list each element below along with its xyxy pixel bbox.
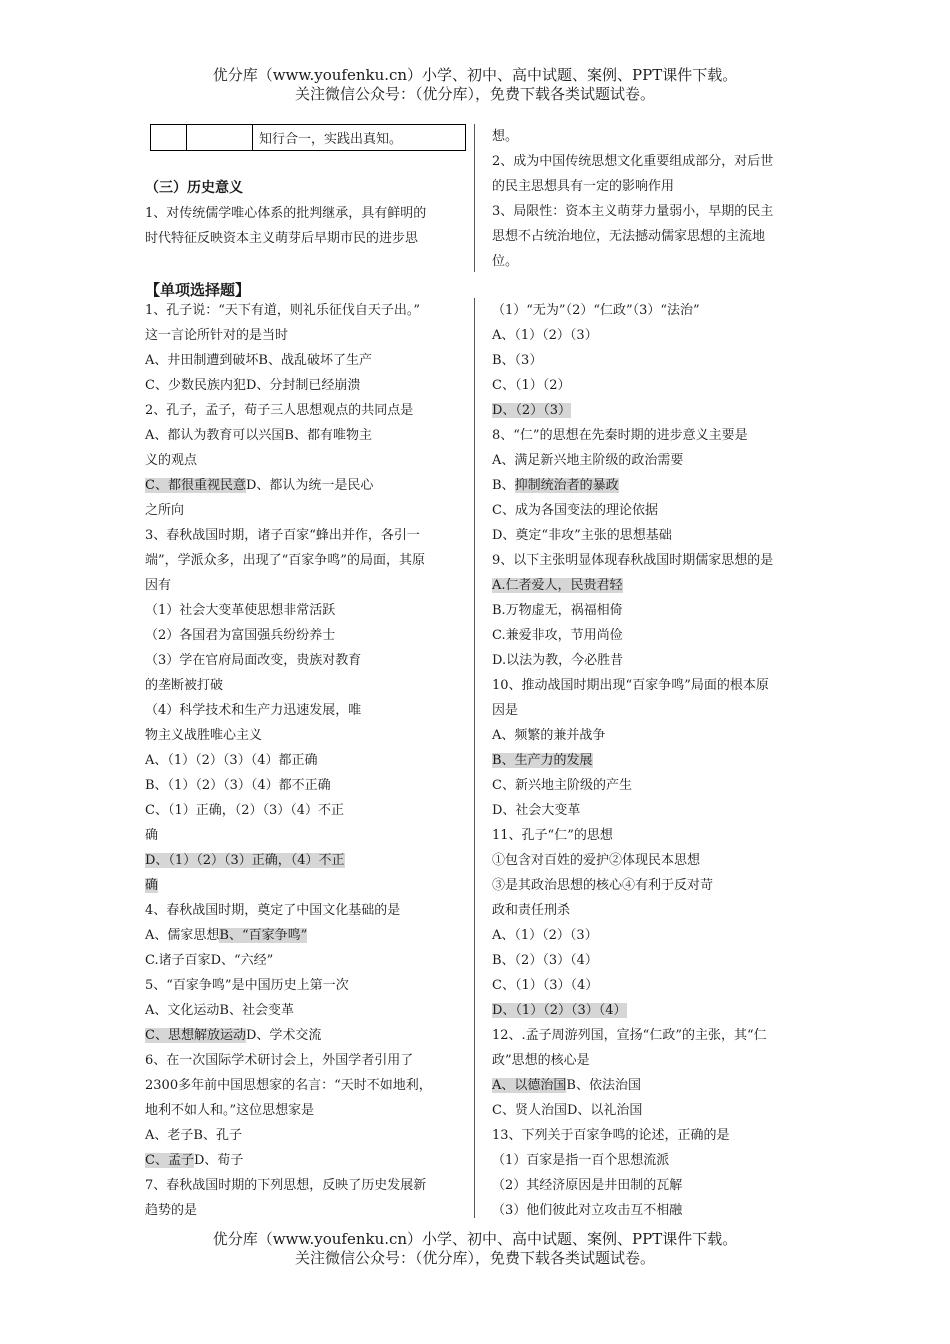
text-line bbox=[492, 298, 817, 323]
text-line bbox=[492, 848, 817, 873]
text-line bbox=[145, 698, 470, 723]
text-line: 1、对传统儒学唯心体系的批判继承，具有鲜明的 bbox=[145, 206, 427, 221]
text-segment: A、老子B、孔子 bbox=[145, 1128, 242, 1143]
left-column bbox=[145, 298, 470, 1223]
text-segment: 5、“百家争鸣”是中国历史上第一次 bbox=[145, 978, 349, 993]
text-segment: 确 bbox=[145, 828, 159, 843]
text-segment: C、成为各国变法的理论依据 bbox=[492, 503, 658, 518]
text-line bbox=[492, 1123, 817, 1148]
text-segment: C.诸子百家D、“六经” bbox=[145, 953, 274, 968]
text-line bbox=[145, 648, 470, 673]
text-line bbox=[145, 673, 470, 698]
text-line bbox=[145, 923, 470, 948]
text-line bbox=[492, 1148, 817, 1173]
text-line bbox=[145, 573, 470, 598]
text-segment: D、社会大变革 bbox=[492, 803, 581, 818]
text-line bbox=[492, 448, 817, 473]
text-segment: A、儒家思想 bbox=[145, 928, 220, 943]
text-line bbox=[492, 698, 817, 723]
text-segment: C、（1）（2） bbox=[492, 378, 571, 393]
text-line bbox=[492, 873, 817, 898]
page-footer bbox=[0, 1230, 950, 1268]
text-line bbox=[492, 498, 817, 523]
text-line bbox=[492, 423, 817, 448]
text-segment: 1、孔子说：“天下有道，则礼乐征伐自天子出。” bbox=[145, 303, 421, 318]
text-segment: B、生产力的发展 bbox=[492, 753, 593, 768]
right-column bbox=[492, 298, 817, 1223]
text-line bbox=[492, 573, 817, 598]
column-divider-main bbox=[474, 298, 475, 1218]
column-divider-top bbox=[474, 124, 475, 272]
text-segment: C、新兴地主阶级的产生 bbox=[492, 778, 632, 793]
text-segment: 3、春秋战国时期，诸子百家“蜂出并作，各引一 bbox=[145, 528, 420, 543]
text-line bbox=[145, 973, 470, 998]
text-line: 想。 bbox=[492, 129, 519, 144]
text-segment: 10、推动战国时期出现“百家争鸣”局面的根本原 bbox=[492, 678, 769, 693]
text-segment: C、（1）正确，（2）（3）（4）不正 bbox=[145, 803, 345, 818]
text-segment: 2、孔子，孟子，荀子三人思想观点的共同点是 bbox=[145, 403, 414, 418]
text-segment: 因有 bbox=[145, 578, 172, 593]
text-line bbox=[492, 798, 817, 823]
text-line bbox=[492, 348, 817, 373]
text-segment: B、（1）（2）（3）（4）都不正确 bbox=[145, 778, 331, 793]
text-line: 位。 bbox=[492, 254, 519, 269]
text-line bbox=[492, 823, 817, 848]
text-line: 时代特征反映资本主义萌芽后早期市民的进步思 bbox=[145, 231, 419, 246]
text-line bbox=[492, 323, 817, 348]
text-line bbox=[145, 548, 470, 573]
footer-line-1: 优分库（www.youfenku.cn）小学、初中、高中试题、案例、PPT课件下载。 bbox=[212, 1230, 738, 1248]
text-segment: 6、在一次国际学术研讨会上，外国学者引用了 bbox=[145, 1053, 414, 1068]
text-segment: C、孟子 bbox=[145, 1153, 194, 1168]
text-line: 思想不占统治地位，无法撼动儒家思想的主流地 bbox=[492, 229, 766, 244]
text-segment: 抑制统治者的暴政 bbox=[514, 478, 619, 493]
text-line bbox=[145, 1048, 470, 1073]
text-line bbox=[145, 1173, 470, 1198]
text-line bbox=[492, 1198, 817, 1223]
history-right bbox=[492, 124, 812, 274]
text-segment: A、以德治国 bbox=[492, 1078, 567, 1093]
text-segment: A、频繁的兼并战争 bbox=[492, 728, 606, 743]
text-segment: D.以法为教，今必胜昔 bbox=[492, 653, 624, 668]
text-line bbox=[145, 1098, 470, 1123]
text-segment: 2300多年前中国思想家的名言：“天时不如地利， bbox=[145, 1078, 432, 1093]
text-line bbox=[492, 998, 817, 1023]
text-line: 的民主思想具有一定的影响作用 bbox=[492, 179, 675, 194]
text-line bbox=[492, 723, 817, 748]
text-segment: （2）其经济原因是井田制的瓦解 bbox=[492, 1178, 683, 1193]
text-line bbox=[492, 948, 817, 973]
text-segment: ①包含对百姓的爱护②体现民本思想 bbox=[492, 853, 701, 868]
text-segment: 确 bbox=[145, 878, 159, 893]
text-line bbox=[145, 473, 470, 498]
text-line bbox=[145, 998, 470, 1023]
text-segment: 13、下列关于百家争鸣的论述，正确的是 bbox=[492, 1128, 730, 1143]
text-segment: A、（1）（2）（3）（4）都正确 bbox=[145, 753, 318, 768]
text-segment: A、满足新兴地主阶级的政治需要 bbox=[492, 453, 684, 468]
text-segment: A.仁者爱人，民贵君轻 bbox=[492, 578, 623, 593]
text-segment: 地利不如人和。”这位思想家是 bbox=[145, 1103, 315, 1118]
text-line bbox=[492, 648, 817, 673]
text-segment: （4）科学技术和生产力迅速发展，唯 bbox=[145, 703, 362, 718]
text-segment: D、（1）（2）（3）正确，（4）不正 bbox=[145, 853, 345, 868]
text-segment: 因是 bbox=[492, 703, 519, 718]
text-line bbox=[145, 773, 470, 798]
text-segment: C.兼爱非攻，节用尚俭 bbox=[492, 628, 623, 643]
text-segment: A、文化运动B、社会变革 bbox=[145, 1003, 294, 1018]
text-line bbox=[145, 898, 470, 923]
text-segment: 8、“仁”的思想在先秦时期的进步意义主要是 bbox=[492, 428, 748, 443]
text-line bbox=[492, 748, 817, 773]
text-segment: D、荀子 bbox=[193, 1153, 244, 1168]
header-line-2: 关注微信公众号：（优分库），免费下载各类试题试卷。 bbox=[294, 85, 655, 103]
text-segment: B、“百家争鸣” bbox=[219, 928, 308, 943]
text-line bbox=[145, 623, 470, 648]
text-line bbox=[492, 1023, 817, 1048]
text-segment: 趋势的是 bbox=[145, 1203, 198, 1218]
text-line bbox=[145, 1073, 470, 1098]
text-line bbox=[145, 398, 470, 423]
text-segment: （1）“无为”（2）“仁政”（3）“法治” bbox=[492, 303, 700, 318]
text-line bbox=[145, 423, 470, 448]
text-segment: 政”思想的核心是 bbox=[492, 1053, 590, 1068]
text-segment: B.万物虚无，祸福相倚 bbox=[492, 603, 623, 618]
text-line bbox=[145, 1148, 470, 1173]
text-line bbox=[145, 1123, 470, 1148]
header-line-1: 优分库（www.youfenku.cn）小学、初中、高中试题、案例、PPT课件下载。 bbox=[212, 66, 738, 84]
text-line bbox=[492, 773, 817, 798]
text-segment: ③是其政治思想的核心④有利于反对苛 bbox=[492, 878, 714, 893]
text-line: 2、成为中国传统思想文化重要组成部分，对后世 bbox=[492, 154, 774, 169]
text-line bbox=[145, 348, 470, 373]
text-segment: 端”，学派众多，出现了“百家争鸣”的局面，其原 bbox=[145, 553, 425, 568]
text-line bbox=[492, 1173, 817, 1198]
text-segment: B、依法治国 bbox=[566, 1078, 641, 1093]
text-line bbox=[492, 1073, 817, 1098]
text-segment: 义的观点 bbox=[145, 453, 198, 468]
text-segment: 物主义战胜唯心主义 bbox=[145, 728, 263, 743]
text-segment: A、（1）（2）（3） bbox=[492, 928, 598, 943]
table-cell bbox=[151, 125, 187, 151]
text-segment: （3）学在官府局面改变，贵族对教育 bbox=[145, 653, 362, 668]
text-line bbox=[145, 848, 470, 873]
text-line bbox=[145, 823, 470, 848]
text-segment: 11、孔子“仁”的思想 bbox=[492, 828, 613, 843]
page-header bbox=[0, 66, 950, 104]
text-line bbox=[492, 373, 817, 398]
top-table bbox=[150, 124, 466, 151]
footer-line-2: 关注微信公众号：（优分库），免费下载各类试题试卷。 bbox=[294, 1249, 655, 1267]
text-line bbox=[145, 498, 470, 523]
text-line bbox=[492, 1048, 817, 1073]
text-line bbox=[145, 748, 470, 773]
text-segment: 这一言论所针对的是当时 bbox=[145, 328, 289, 343]
text-segment: B、 bbox=[492, 478, 515, 493]
text-line bbox=[492, 523, 817, 548]
text-segment: （1）百家是指一百个思想流派 bbox=[492, 1153, 670, 1168]
text-segment: A、（1）（2）（3） bbox=[492, 328, 598, 343]
text-line bbox=[492, 398, 817, 423]
text-segment: C、少数民族内犯D、分封制已经崩溃 bbox=[145, 378, 361, 393]
text-segment: B、（2）（3）（4） bbox=[492, 953, 598, 968]
text-line bbox=[145, 723, 470, 748]
text-segment: D、（2）（3） bbox=[492, 403, 571, 418]
text-segment: D、都认为统一是民心 bbox=[245, 478, 374, 493]
text-segment: （1）社会大变革使思想非常活跃 bbox=[145, 603, 336, 618]
history-left bbox=[145, 176, 465, 251]
text-line bbox=[492, 973, 817, 998]
text-line bbox=[492, 923, 817, 948]
text-segment: 之所向 bbox=[145, 503, 185, 518]
text-line bbox=[145, 873, 470, 898]
text-line bbox=[145, 298, 470, 323]
text-line: 3、局限性：资本主义萌芽力量弱小，早期的民主 bbox=[492, 204, 774, 219]
table-cell bbox=[187, 125, 253, 151]
text-segment: 7、春秋战国时期的下列思想，反映了历史发展新 bbox=[145, 1178, 427, 1193]
text-line bbox=[145, 523, 470, 548]
text-line bbox=[145, 598, 470, 623]
text-line bbox=[145, 1023, 470, 1048]
section-title: 【单项选择题】 bbox=[145, 281, 251, 299]
text-line bbox=[145, 448, 470, 473]
text-segment: A、都认为教育可以兴国B、都有唯物主 bbox=[145, 428, 372, 443]
text-segment: D、奠定“非攻”主张的思想基础 bbox=[492, 528, 672, 543]
text-segment: 的垄断被打破 bbox=[145, 678, 224, 693]
text-segment: 4、春秋战国时期，奠定了中国文化基础的是 bbox=[145, 903, 401, 918]
text-line bbox=[492, 473, 817, 498]
text-segment: A、井田制遭到破坏B、战乱破坏了生产 bbox=[145, 353, 372, 368]
text-segment: （2）各国君为富国强兵纷纷养士 bbox=[145, 628, 336, 643]
text-segment: 9、以下主张明显体现春秋战国时期儒家思想的是 bbox=[492, 553, 774, 568]
text-line bbox=[492, 623, 817, 648]
text-line bbox=[145, 798, 470, 823]
text-line bbox=[145, 1198, 470, 1223]
text-segment: C、思想解放运动 bbox=[145, 1028, 246, 1043]
text-line bbox=[145, 323, 470, 348]
text-line bbox=[145, 948, 470, 973]
text-line bbox=[492, 598, 817, 623]
text-segment: D、（1）（2）（3）（4） bbox=[492, 1003, 627, 1018]
text-segment: C、贤人治国D、以礼治国 bbox=[492, 1103, 643, 1118]
history-heading: （三）历史意义 bbox=[145, 180, 243, 196]
text-line bbox=[492, 673, 817, 698]
text-line bbox=[145, 373, 470, 398]
text-segment: B、（3） bbox=[492, 353, 543, 368]
text-segment: 政和责任刑杀 bbox=[492, 903, 571, 918]
text-segment: 12、.孟子周游列国，宣扬“仁政”的主张，其“仁 bbox=[492, 1028, 767, 1043]
text-segment: D、学术交流 bbox=[245, 1028, 322, 1043]
text-line bbox=[492, 548, 817, 573]
text-line bbox=[492, 898, 817, 923]
text-segment: （3）他们彼此对立攻击互不相融 bbox=[492, 1203, 683, 1218]
text-segment: C、都很重视民意 bbox=[145, 478, 246, 493]
text-line bbox=[492, 1098, 817, 1123]
text-segment: C、（1）（3）（4） bbox=[492, 978, 599, 993]
table-cell: 知行合一，实践出真知。 bbox=[253, 125, 466, 151]
